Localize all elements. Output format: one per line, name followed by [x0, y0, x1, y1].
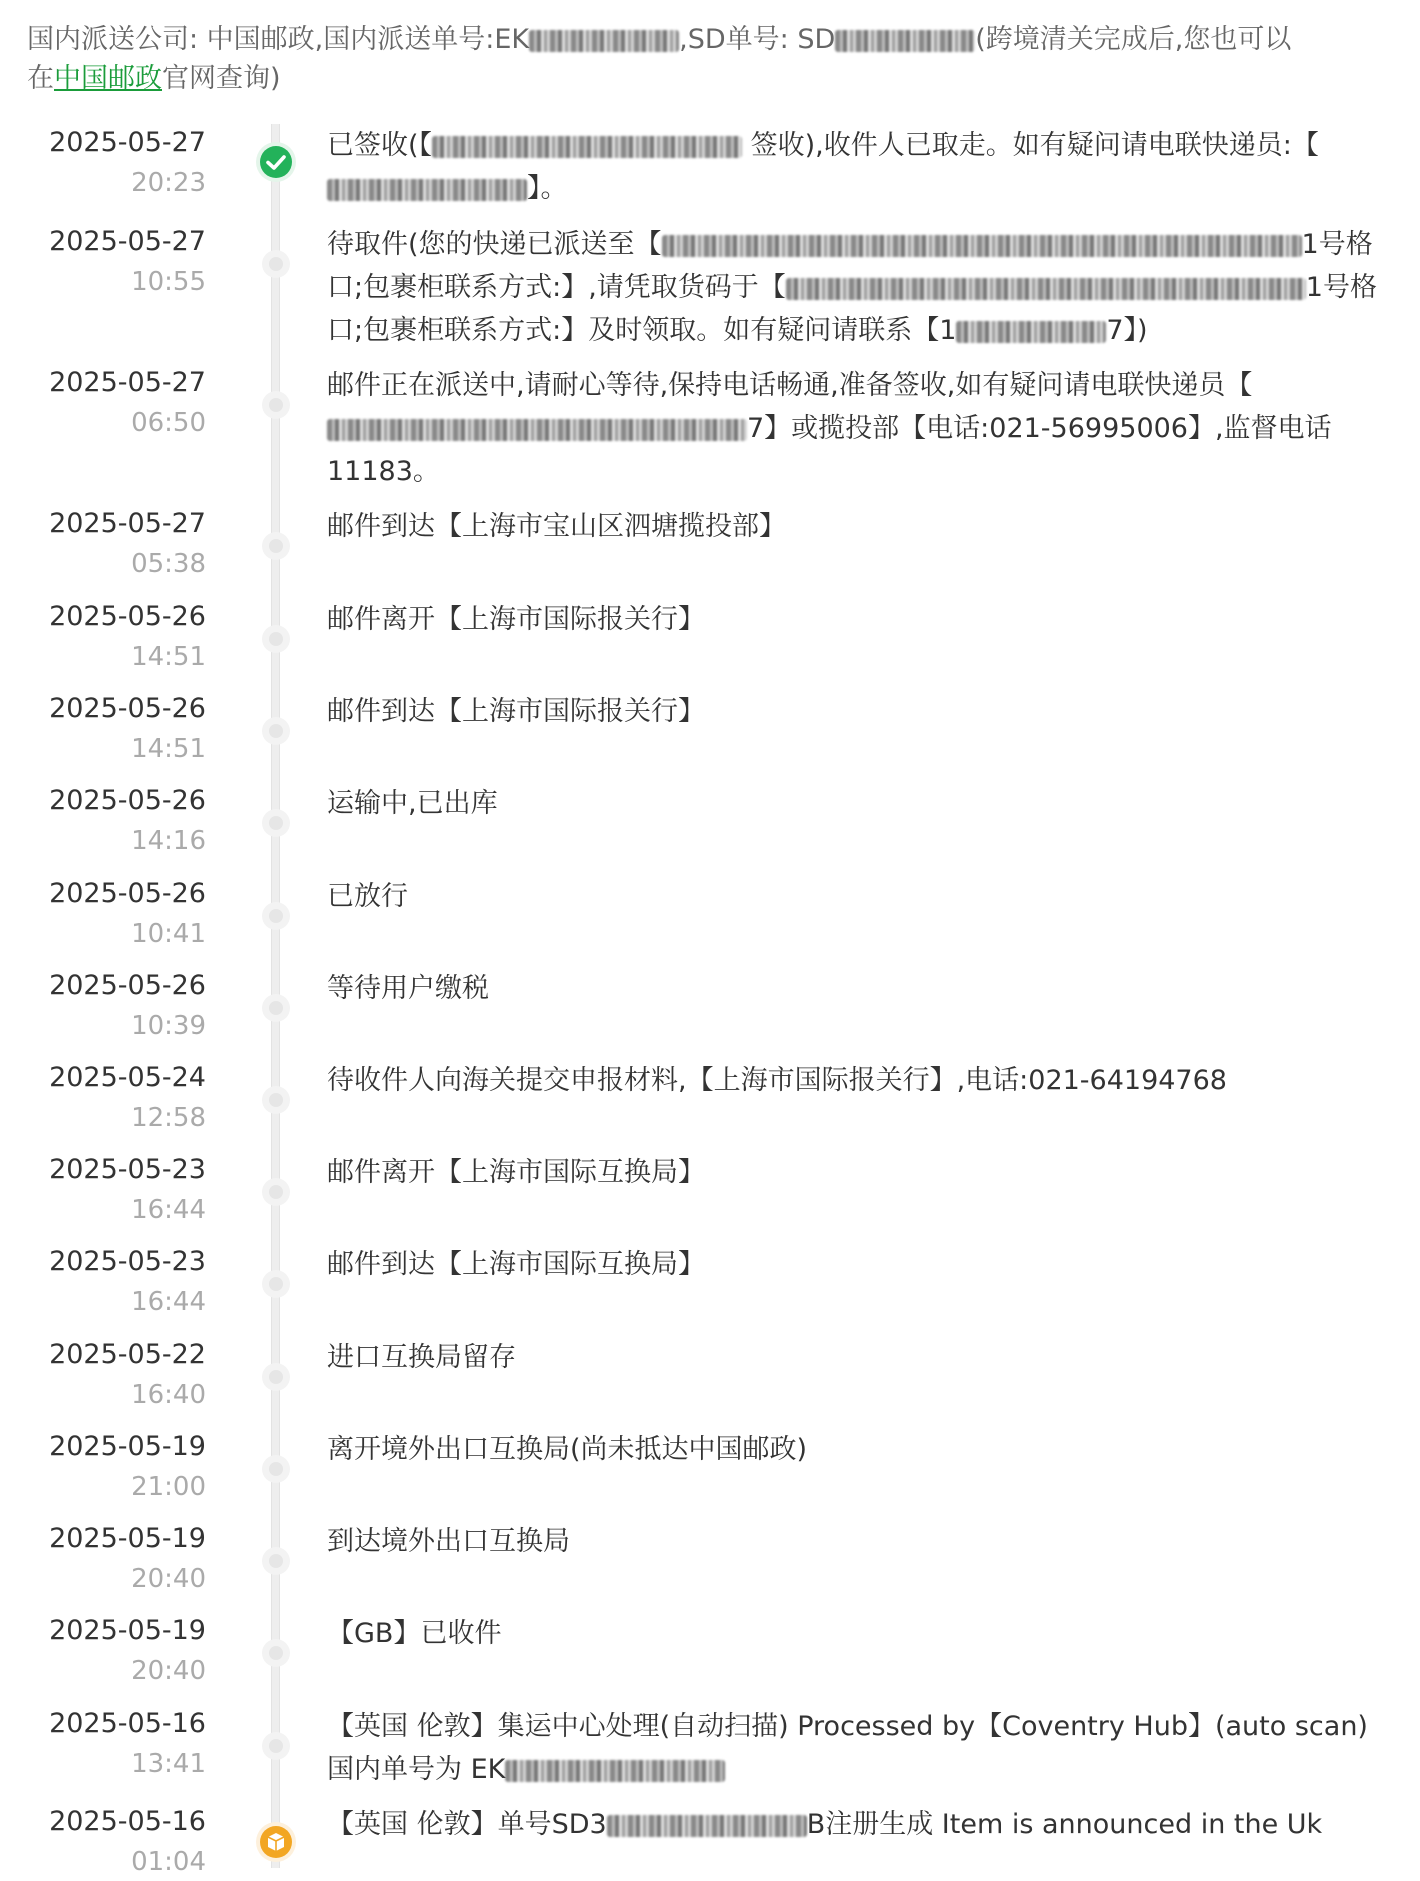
- event-description: [327, 505, 1387, 548]
- event-description-text: 1号格口;包裹柜联系方式:】及时领取。如有疑问请联系【1: [327, 272, 1377, 346]
- event-time: 12:58: [131, 1103, 206, 1133]
- event-time: 10:41: [131, 919, 206, 949]
- event-description: [327, 1428, 1387, 1471]
- event-time: 10:55: [131, 267, 206, 297]
- event-description-text: 等待用户缴税: [327, 973, 489, 1004]
- event-time: 16:44: [131, 1195, 206, 1225]
- header-text-prefix: 国内派送公司: 中国邮政,国内派送单号:EK: [27, 24, 530, 55]
- event-description-text: 进口互换局留存: [327, 1342, 516, 1373]
- event-date: 2025-05-22: [49, 1339, 206, 1370]
- event-time: 20:40: [131, 1564, 206, 1594]
- event-description: [327, 1336, 1387, 1379]
- event-description-text: 已签收(【: [327, 130, 433, 161]
- event-time: 21:00: [131, 1472, 206, 1502]
- event-description: [327, 1243, 1387, 1286]
- event-description-text: 邮件到达【上海市国际报关行】: [327, 696, 705, 727]
- event-description-text: 到达境外出口互换局: [327, 1526, 570, 1557]
- check-icon: [256, 142, 296, 182]
- header-line2-prefix: 在: [27, 63, 54, 94]
- event-date: 2025-05-24: [49, 1062, 206, 1093]
- event-time: 16:40: [131, 1380, 206, 1410]
- redacted-text: [327, 179, 527, 201]
- event-description-text: 【英国 伦敦】集运中心处理(自动扫描) Processed by【Coventry Hub】(auto scan) 国内单号为 EK: [327, 1711, 1368, 1785]
- event-description: [327, 875, 1387, 918]
- event-date: 2025-05-16: [49, 1708, 206, 1739]
- event-description-text: 邮件正在派送中,请耐心等待,保持电话畅通,准备签收,如有疑问请电联快递员【: [327, 370, 1253, 401]
- event-description-text: 7】): [1106, 315, 1148, 346]
- redacted-text: [327, 419, 747, 441]
- event-description: [327, 1520, 1387, 1563]
- event-date: 2025-05-19: [49, 1615, 206, 1646]
- timeline-dot-icon: [262, 902, 290, 930]
- event-description-text: 待取件(您的快递已派送至【: [327, 229, 662, 260]
- timeline-dot-icon: [262, 391, 290, 419]
- event-time: 14:51: [131, 734, 206, 764]
- event-date: 2025-05-27: [49, 127, 206, 158]
- event-date: 2025-05-27: [49, 508, 206, 539]
- timeline-dot-icon: [262, 1547, 290, 1575]
- china-post-link[interactable]: 中国邮政: [54, 63, 162, 94]
- event-description: [327, 1803, 1387, 1846]
- timeline-dot-icon: [262, 1270, 290, 1298]
- event-description: [327, 1059, 1387, 1102]
- event-description-text: 已放行: [327, 881, 408, 912]
- timeline-dot-icon: [262, 1363, 290, 1391]
- event-description-text: B注册生成 Item is announced in the Uk: [806, 1809, 1323, 1840]
- event-description: [327, 967, 1387, 1010]
- event-description-text: 离开境外出口互换局(尚未抵达中国邮政): [327, 1434, 808, 1465]
- event-description-text: 邮件到达【上海市国际互换局】: [327, 1249, 705, 1280]
- event-description-text: 邮件到达【上海市宝山区泗塘揽投部】: [327, 511, 786, 542]
- event-time: 20:40: [131, 1656, 206, 1686]
- timeline-dot-icon: [262, 994, 290, 1022]
- redacted-text: [505, 1760, 725, 1782]
- event-date: 2025-05-16: [49, 1806, 206, 1837]
- package-box-icon: [256, 1822, 296, 1862]
- event-time: 10:39: [131, 1011, 206, 1041]
- event-description: [327, 364, 1387, 493]
- timeline-dot-icon: [262, 625, 290, 653]
- event-time: 05:38: [131, 549, 206, 579]
- timeline-dot-icon: [262, 532, 290, 560]
- event-description-text: 邮件离开【上海市国际报关行】: [327, 604, 705, 635]
- event-date: 2025-05-27: [49, 226, 206, 257]
- event-time: 20:23: [131, 168, 206, 198]
- timeline-dot-icon: [262, 1178, 290, 1206]
- event-date: 2025-05-19: [49, 1431, 206, 1462]
- event-description-text: 】。: [527, 173, 568, 204]
- event-description-text: 邮件离开【上海市国际互换局】: [327, 1157, 705, 1188]
- event-time: 01:04: [131, 1847, 206, 1877]
- timeline-dot-icon: [262, 809, 290, 837]
- event-date: 2025-05-26: [49, 785, 206, 816]
- event-description: [327, 690, 1387, 733]
- event-description-text: 7】或揽投部【电话:021-56995006】,监督电话11183。: [327, 413, 1332, 487]
- event-date: 2025-05-23: [49, 1246, 206, 1277]
- event-date: 2025-05-26: [49, 970, 206, 1001]
- header-text-suffix: (跨境清关完成后,您也可以: [975, 24, 1292, 55]
- event-description-text: 【GB】已收件: [327, 1618, 502, 1649]
- event-date: 2025-05-23: [49, 1154, 206, 1185]
- event-description-text: 1号格口;包裹柜联系方式:】,请凭取货码于【: [327, 229, 1373, 303]
- event-description: [327, 124, 1387, 210]
- event-description: [327, 223, 1387, 352]
- event-time: 14:16: [131, 826, 206, 856]
- timeline-dot-icon: [262, 1639, 290, 1667]
- event-description: [327, 782, 1387, 825]
- redacted-text: [607, 1815, 807, 1837]
- event-date: 2025-05-26: [49, 878, 206, 909]
- event-time: 06:50: [131, 408, 206, 438]
- redacted-text: [662, 235, 1302, 257]
- event-description: [327, 1612, 1387, 1655]
- redacted-text: [432, 136, 742, 158]
- event-time: 16:44: [131, 1287, 206, 1317]
- timeline-dot-icon: [262, 1732, 290, 1760]
- redacted-text: [786, 278, 1306, 300]
- event-description-text: 待收件人向海关提交申报材料,【上海市国际报关行】,电话:021-64194768: [327, 1065, 1227, 1096]
- timeline-dot-icon: [262, 1455, 290, 1483]
- header-line2-suffix: 官网查询): [162, 63, 281, 94]
- event-date: 2025-05-26: [49, 693, 206, 724]
- timeline-dot-icon: [262, 717, 290, 745]
- event-time: 13:41: [131, 1749, 206, 1779]
- event-description: [327, 1705, 1387, 1791]
- event-description-text: 【英国 伦敦】单号SD3: [327, 1809, 607, 1840]
- event-description: [327, 598, 1387, 641]
- event-description: [327, 1151, 1387, 1194]
- event-description-text: 运输中,已出库: [327, 788, 498, 819]
- event-date: 2025-05-27: [49, 367, 206, 398]
- event-time: 14:51: [131, 642, 206, 672]
- event-date: 2025-05-26: [49, 601, 206, 632]
- timeline-dot-icon: [262, 1086, 290, 1114]
- event-date: 2025-05-19: [49, 1523, 206, 1554]
- redacted-text: [956, 321, 1106, 343]
- header-text-mid: ,SD单号: SD: [679, 24, 836, 55]
- timeline-dot-icon: [262, 250, 290, 278]
- event-description-text: 签收),收件人已取走。如有疑问请电联快递员:【: [742, 130, 1319, 161]
